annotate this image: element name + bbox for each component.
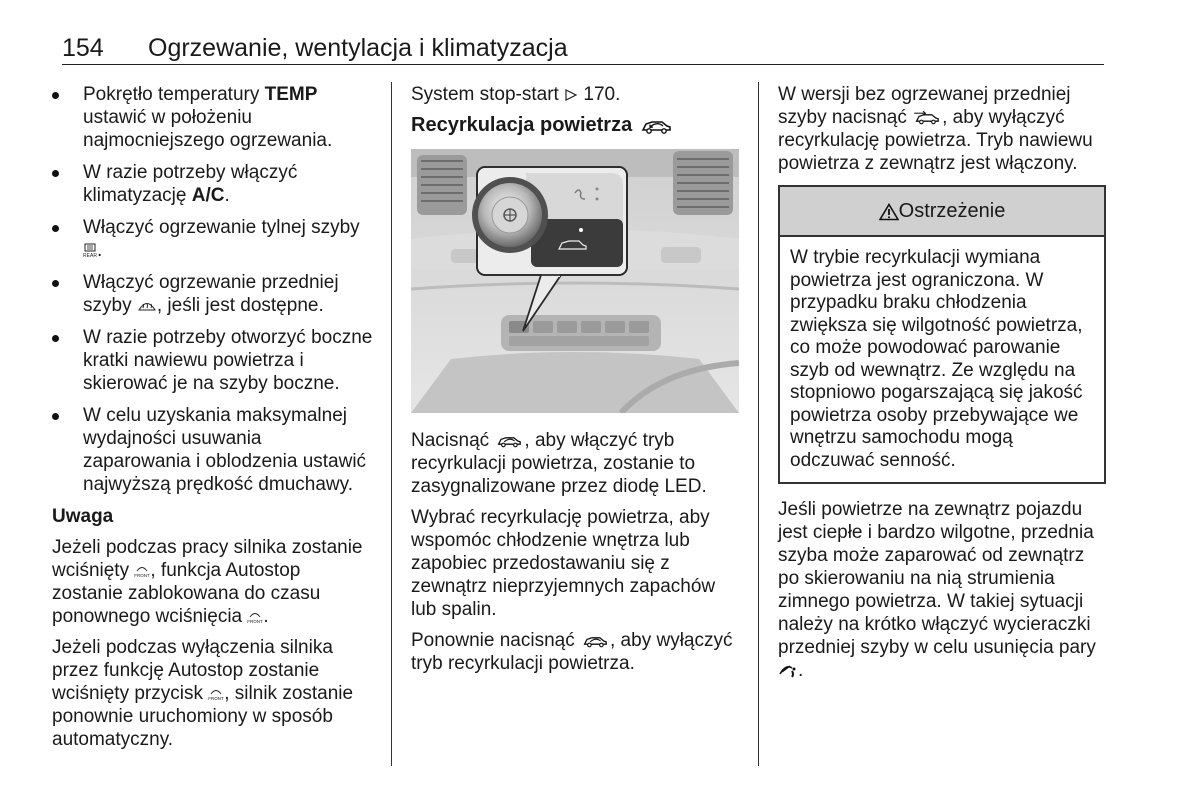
- list-item: Pokrętło temperatury TEMP ustawić w położeniu najmocniejszego ogrzewania.: [52, 83, 374, 152]
- bullet-dot: [52, 225, 59, 232]
- paragraph: Nacisnąć , aby włączyć tryb recyrkulacji powietrza, zostanie to zasygnalizowane przez diodę LED.: [411, 430, 707, 497]
- page-reference-arrow-icon: [564, 88, 578, 102]
- paragraph: Jeśli powietrze na zewnątrz pojazdu jest ciepłe i bardzo wilgotne, przednia szyba może zaparować od zewnątrz po skierowaniu na nią strumienia zimnego powietrza. W takiej sytuacji należy na krótko włączyć wycieraczki przedniej szyby w celu usunięcia pary .: [778, 499, 1096, 681]
- paragraph: Wybrać recyrkulację powietrza, aby wspomóc chłodzenie wnętrza lub zapobiec przedostawaniu się z zewnątrz nieprzyjemnych zapachów lub spalin.: [411, 507, 716, 620]
- wiper-washer-icon: [778, 662, 798, 680]
- svg-text:FRONT: FRONT: [134, 572, 151, 578]
- warning-header: [780, 187, 1104, 237]
- section-heading: Recyrkulacja powietrza: [411, 114, 739, 137]
- recirculation-button-photo: [411, 149, 739, 413]
- bullet-dot: [52, 335, 59, 342]
- bullet-dot: [52, 170, 59, 177]
- page-number: 154: [62, 34, 104, 62]
- front-defrost-icon: [134, 564, 150, 578]
- bullet-dot: [52, 413, 59, 420]
- page-header: [62, 34, 1104, 65]
- list-item: W razie potrzeby włączyć klimatyzację A/C.: [52, 161, 374, 207]
- paragraph: Ponownie nacisnąć , aby wyłączyć tryb recyrkulacji powietrza.: [411, 630, 733, 674]
- column-1: [52, 83, 374, 759]
- front-defrost-icon: [247, 610, 263, 624]
- page-title: Ogrzewanie, wentylacja i klimatyzacja: [148, 34, 568, 62]
- keyword: A/C: [191, 185, 225, 206]
- note-paragraph: Jeżeli podczas pracy silnika zostanie wciśnięty FRONT , funkcja Autostop zostanie zablokowana do czasu ponownego wciśnięcia FRONT .: [52, 537, 363, 627]
- svg-text:REAR: REAR: [83, 252, 97, 259]
- note-paragraph: Jeżeli podczas wyłączenia silnika przez funkcję Autostop zostanie wciśnięty przycisk FRONT , silnik zostanie ponownie uruchomiony w sposób automatyczny.: [52, 637, 354, 750]
- outside-air-icon: [912, 110, 942, 126]
- recirculation-icon: [580, 633, 610, 649]
- column-divider: [758, 82, 759, 766]
- note-title: Uwaga: [52, 506, 114, 527]
- list-item: Włączyć ogrzewanie tylnej szyby REAR .: [52, 216, 374, 262]
- rear-defrost-icon: [83, 243, 97, 259]
- list-item: W razie potrzeby otworzyć boczne kratki nawiewu powietrza i skierować je na szyby boczne.: [52, 326, 374, 395]
- svg-text:FRONT: FRONT: [208, 695, 224, 701]
- svg-text:FRONT: FRONT: [247, 618, 264, 624]
- bullet-dot: [52, 92, 59, 99]
- warning-box: [778, 185, 1106, 484]
- recirculation-icon: [494, 433, 524, 449]
- windshield-defrost-icon: [137, 299, 157, 313]
- warning-triangle-icon: [879, 203, 899, 221]
- keyword: TEMP: [264, 84, 318, 105]
- warning-title: Ostrzeżenie: [898, 200, 1006, 222]
- column-divider: [391, 82, 392, 766]
- warning-text: W trybie recyrkulacji wymiana powietrza jest ograniczona. W przypadku braku chłodzenia zwiększa się wilgotność powietrza, co może powodować parowanie szyb od wewnątrz. Ze względu na stopniowo pogarszającą się jakość powietrza osoby przebywające we wnętrzu samochodu mogą odczuwać senność.: [790, 247, 1083, 471]
- list-item: W celu uzyskania maksymalnej wydajności usuwania zaparowania i oblodzenia ustawić najwyższą prędkość dmuchawy.: [52, 404, 374, 496]
- column-2: [411, 83, 739, 683]
- cross-reference: System stop-start 170.: [411, 84, 621, 105]
- column-3: [778, 83, 1106, 690]
- paragraph: W wersji bez ogrzewanej przedniej szyby nacisnąć , aby wyłączyć recyrkulację powietrza. Tryb nawiewu powietrza z zewnątrz jest włączony.: [778, 84, 1093, 174]
- list-item: Włączyć ogrzewanie przedniej szyby , jeśli jest dostępne.: [52, 271, 374, 317]
- bullet-dot: [52, 280, 59, 287]
- front-defrost-icon: [208, 687, 224, 701]
- recirculation-icon: [638, 116, 674, 136]
